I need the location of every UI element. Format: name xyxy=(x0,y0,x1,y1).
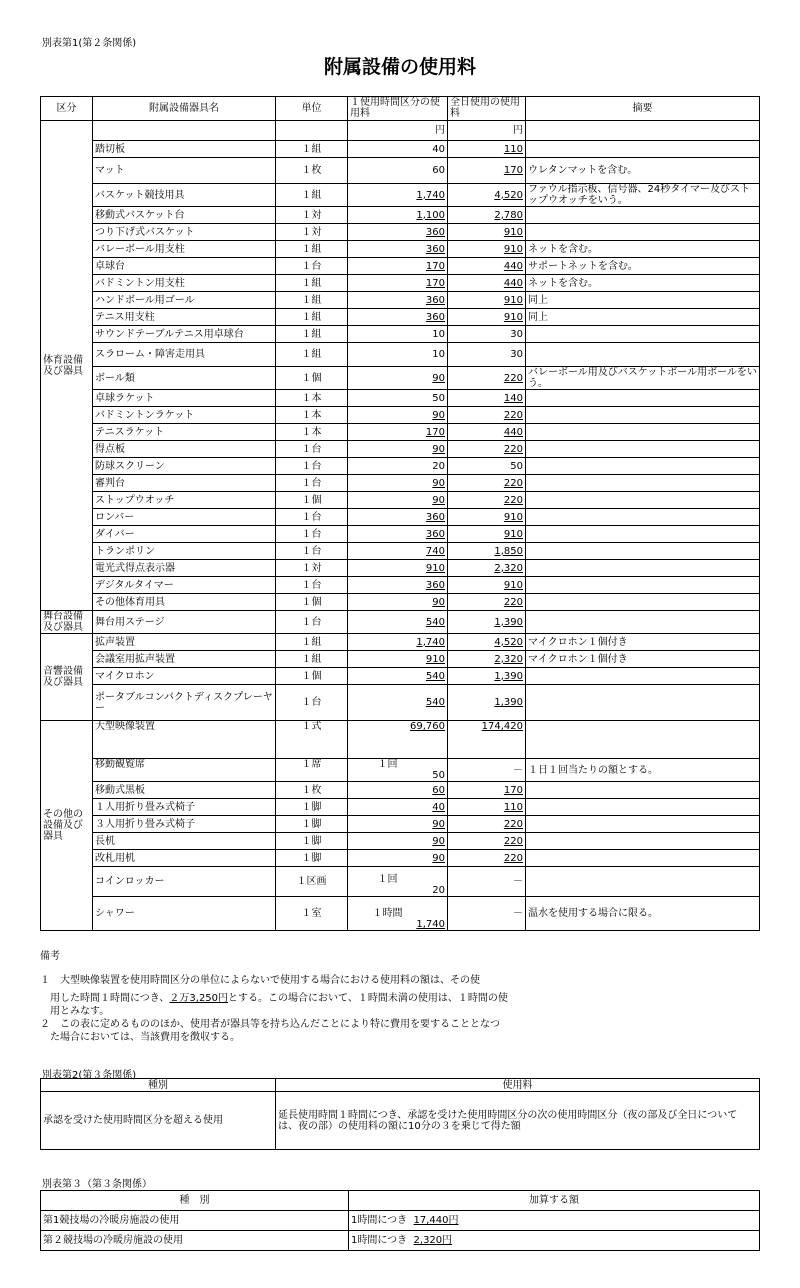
hourly-fee: 360 xyxy=(348,577,448,594)
unit: １脚 xyxy=(276,799,348,816)
remark-1-text-a: 用した時間１時間につき、 xyxy=(50,993,170,1004)
remarks-heading: 備考 xyxy=(40,951,60,962)
hourly-fee xyxy=(348,867,448,897)
unit: １組 xyxy=(276,326,348,343)
full-day-fee: 220 xyxy=(448,441,526,458)
unit: １台 xyxy=(276,475,348,492)
unit: １台 xyxy=(276,577,348,594)
hourly-fee-value: 50 xyxy=(432,770,445,781)
item-name: 防球スクリーン xyxy=(93,458,276,475)
item-name: ストップウオッチ xyxy=(93,492,276,509)
unit: １区画 xyxy=(276,867,348,897)
unit: １対 xyxy=(276,207,348,224)
surcharge-table xyxy=(40,1190,760,1251)
hourly-fee: 90 xyxy=(348,407,448,424)
item-name: １人用折り畳み式椅子 xyxy=(93,799,276,816)
summary: １日１回当たりの額とする。 xyxy=(526,759,760,782)
unit: １本 xyxy=(276,390,348,407)
unit: １台 xyxy=(276,526,348,543)
hourly-fee-prefix: １回 xyxy=(377,874,398,885)
hourly-fee: 360 xyxy=(348,526,448,543)
full-day-fee: 220 xyxy=(448,407,526,424)
summary: バレーボール用及びバスケットボール用ボールをいう。 xyxy=(526,367,760,390)
unit: １枚 xyxy=(276,782,348,799)
hourly-fee: 540 xyxy=(348,668,448,685)
unit: １脚 xyxy=(276,850,348,867)
full-day-fee: 220 xyxy=(448,594,526,611)
table-row xyxy=(41,759,760,782)
summary xyxy=(526,424,760,441)
unit: １組 xyxy=(276,241,348,258)
table-row xyxy=(41,326,760,343)
hourly-fee-prefix: １回 xyxy=(377,759,398,770)
unit xyxy=(276,121,348,141)
hourly-fee: 90 xyxy=(348,492,448,509)
table-row xyxy=(41,782,760,799)
item-name xyxy=(93,121,276,141)
summary xyxy=(526,867,760,897)
full-day-fee: 220 xyxy=(448,850,526,867)
item-name: デジタルタイマー xyxy=(93,577,276,594)
hourly-fee: 60 xyxy=(348,782,448,799)
table-row xyxy=(41,816,760,833)
unit: １台 xyxy=(276,458,348,475)
unit: １台 xyxy=(276,543,348,560)
summary xyxy=(526,850,760,867)
unit: １組 xyxy=(276,141,348,158)
remark-2-line-1: ２ この表に定めるもののほか、使用者が器具等を持ち込んだことにより特に費用を要することとなつ xyxy=(40,1019,500,1030)
item-name: ボール類 xyxy=(93,367,276,390)
hourly-fee: 90 xyxy=(348,594,448,611)
hourly-fee: 1,740 xyxy=(348,184,448,207)
summary xyxy=(526,326,760,343)
hourly-fee: 360 xyxy=(348,509,448,526)
col-header-full-day-fee: 全日使用の使用料 xyxy=(448,97,526,121)
unit: １本 xyxy=(276,424,348,441)
table3-prefix: 1時間につき xyxy=(351,1235,408,1246)
table-row xyxy=(41,685,760,721)
full-day-fee: 1,390 xyxy=(448,611,526,634)
summary xyxy=(526,543,760,560)
hourly-fee: 90 xyxy=(348,850,448,867)
summary xyxy=(526,224,760,241)
summary xyxy=(526,343,760,367)
item-name: バドミントン用支柱 xyxy=(93,275,276,292)
col-header-category: 区分 xyxy=(41,97,93,121)
summary xyxy=(526,121,760,141)
table3-kind: 第２競技場の冷暖房施設の使用 xyxy=(41,1231,349,1251)
full-day-fee: 170 xyxy=(448,782,526,799)
hourly-fee: 90 xyxy=(348,475,448,492)
summary xyxy=(526,816,760,833)
category-cell: 音響設備及び器具 xyxy=(41,634,93,721)
item-name: 得点板 xyxy=(93,441,276,458)
summary xyxy=(526,611,760,634)
item-name: マイクロホン xyxy=(93,668,276,685)
item-name: ハンドボール用ゴール xyxy=(93,292,276,309)
hourly-fee: 170 xyxy=(348,275,448,292)
item-name: 審判台 xyxy=(93,475,276,492)
table2-kind: 承認を受けた使用時間区分を超える使用 xyxy=(41,1092,276,1150)
unit: １台 xyxy=(276,509,348,526)
item-name: バスケット競技用具 xyxy=(93,184,276,207)
summary: ネットを含む。 xyxy=(526,241,760,258)
item-name: バレーボール用支柱 xyxy=(93,241,276,258)
unit: １式 xyxy=(276,721,348,759)
hourly-fee: 20 xyxy=(348,458,448,475)
unit: １組 xyxy=(276,634,348,651)
table-row xyxy=(41,651,760,668)
item-name: スラローム・障害走用具 xyxy=(93,343,276,367)
unit: １組 xyxy=(276,309,348,326)
item-name: 会議室用拡声装置 xyxy=(93,651,276,668)
unit: １室 xyxy=(276,897,348,931)
table-row xyxy=(41,611,760,634)
item-name: シャワー xyxy=(93,897,276,931)
remarks xyxy=(40,950,760,1044)
col-header-item-name: 附属設備器具名 xyxy=(93,97,276,121)
item-name: 舞台用ステージ xyxy=(93,611,276,634)
item-name: その他体育用具 xyxy=(93,594,276,611)
table-row xyxy=(41,441,760,458)
summary xyxy=(526,458,760,475)
full-day-fee: 220 xyxy=(448,492,526,509)
item-name: 拡声装置 xyxy=(93,634,276,651)
summary xyxy=(526,799,760,816)
remark-1-text-b: とする。この場合において、１時間未満の使用は、１時間の使 xyxy=(228,993,508,1004)
table-row xyxy=(41,184,760,207)
table-row xyxy=(41,241,760,258)
table-row xyxy=(41,424,760,441)
full-day-fee: 910 xyxy=(448,241,526,258)
category-cell: その他の設備及び器具 xyxy=(41,721,93,931)
unit: １組 xyxy=(276,275,348,292)
summary: 同上 xyxy=(526,292,760,309)
hourly-fee: 90 xyxy=(348,441,448,458)
unit: １対 xyxy=(276,224,348,241)
table2-fee: 延長使用時間１時間につき、承認を受けた使用時間区分の次の使用時間区分（夜の部及び全日については、夜の部）の使用料の額に10分の３を乗じて得た額 xyxy=(276,1092,760,1150)
unit: １枚 xyxy=(276,158,348,184)
table-row xyxy=(41,207,760,224)
summary xyxy=(526,509,760,526)
item-name: 踏切板 xyxy=(93,141,276,158)
unit: １台 xyxy=(276,611,348,634)
summary xyxy=(526,141,760,158)
item-name: ３人用折り畳み式椅子 xyxy=(93,816,276,833)
summary: 同上 xyxy=(526,309,760,326)
item-name: 長机 xyxy=(93,833,276,850)
full-day-fee: － xyxy=(448,897,526,931)
header-label: 別表第1(第２条関係) xyxy=(42,38,137,49)
item-name: テニスラケット xyxy=(93,424,276,441)
item-name: コインロッカー xyxy=(93,867,276,897)
summary: 温水を使用する場合に限る。 xyxy=(526,897,760,931)
category-cell: 体育設備及び器具 xyxy=(41,121,93,611)
table-row xyxy=(41,594,760,611)
unit: １組 xyxy=(276,343,348,367)
category-cell: 舞台設備及び器具 xyxy=(41,611,93,634)
unit: １組 xyxy=(276,651,348,668)
item-name: 大型映像装置 xyxy=(93,721,276,759)
hourly-fee-unit: 円 xyxy=(348,121,448,141)
hourly-fee: 69,760 xyxy=(348,721,448,759)
hourly-fee: 10 xyxy=(348,326,448,343)
summary xyxy=(526,668,760,685)
summary xyxy=(526,577,760,594)
hourly-fee: 60 xyxy=(348,158,448,184)
item-name: 電光式得点表示器 xyxy=(93,560,276,577)
full-day-fee: 220 xyxy=(448,833,526,850)
table3-label: 別表第３（第３条関係） xyxy=(42,1179,152,1190)
unit: １組 xyxy=(276,184,348,207)
item-name: 移動式バスケット台 xyxy=(93,207,276,224)
full-day-fee: 910 xyxy=(448,577,526,594)
full-day-fee: 440 xyxy=(448,275,526,292)
table2-label: 別表第2(第３条関係) xyxy=(42,1070,137,1081)
hourly-fee: 540 xyxy=(348,685,448,721)
fee-table xyxy=(40,96,760,931)
hourly-fee xyxy=(348,897,448,931)
remark-1-amount: ２万3,250円 xyxy=(169,993,229,1004)
col-header-hourly-fee: １使用時間区分の使用料 xyxy=(348,97,448,121)
hourly-fee: 10 xyxy=(348,343,448,367)
summary xyxy=(526,390,760,407)
table-row xyxy=(41,258,760,275)
item-name: ポータブルコンパクトディスクプレーヤー xyxy=(93,685,276,721)
table-row xyxy=(41,458,760,475)
hourly-fee: 40 xyxy=(348,799,448,816)
hourly-fee: 360 xyxy=(348,241,448,258)
hourly-fee: 90 xyxy=(348,833,448,850)
table-row xyxy=(41,799,760,816)
full-day-fee: 910 xyxy=(448,224,526,241)
item-name: 改札用机 xyxy=(93,850,276,867)
summary xyxy=(526,721,760,759)
summary xyxy=(526,560,760,577)
table-row xyxy=(41,475,760,492)
summary xyxy=(526,685,760,721)
summary xyxy=(526,526,760,543)
full-day-fee: 170 xyxy=(448,158,526,184)
hourly-fee: 90 xyxy=(348,367,448,390)
remark-1-line-1: １ 大型映像装置を使用時間区分の単位によらないで使用する場合における使用料の額は、その使 xyxy=(40,975,480,986)
table3-kind: 第1競技場の冷暖房施設の使用 xyxy=(41,1211,349,1231)
unit: １個 xyxy=(276,594,348,611)
table-row xyxy=(41,850,760,867)
item-name: マット xyxy=(93,158,276,184)
full-day-fee: 910 xyxy=(448,292,526,309)
full-day-fee: 440 xyxy=(448,424,526,441)
table3-header-add: 加算する額 xyxy=(349,1191,760,1211)
table2-header-kind: 種別 xyxy=(41,1079,276,1092)
full-day-fee: 30 xyxy=(448,326,526,343)
summary: ファウル指示板、信号器、24秒タイマー及びストップウオッチをいう。 xyxy=(526,184,760,207)
unit: １組 xyxy=(276,292,348,309)
full-day-fee: 1,850 xyxy=(448,543,526,560)
summary: マイクロホン１個付き xyxy=(526,634,760,651)
unit: １対 xyxy=(276,560,348,577)
unit: １個 xyxy=(276,492,348,509)
remark-1-line-2 xyxy=(40,992,760,1005)
full-day-fee: 110 xyxy=(448,141,526,158)
full-day-fee-unit: 円 xyxy=(448,121,526,141)
item-name: つり下げ式バスケット xyxy=(93,224,276,241)
table-row xyxy=(41,309,760,326)
full-day-fee: 2,780 xyxy=(448,207,526,224)
table-row xyxy=(41,577,760,594)
unit: １脚 xyxy=(276,816,348,833)
summary xyxy=(526,441,760,458)
item-name: テニス用支柱 xyxy=(93,309,276,326)
unit: １台 xyxy=(276,258,348,275)
table-row xyxy=(41,867,760,897)
table3-amount-cell xyxy=(349,1231,760,1251)
full-day-fee: 1,390 xyxy=(448,685,526,721)
item-name: 卓球台 xyxy=(93,258,276,275)
full-day-fee: 2,320 xyxy=(448,651,526,668)
table-row xyxy=(41,833,760,850)
full-day-fee: 4,520 xyxy=(448,184,526,207)
item-name: トランポリン xyxy=(93,543,276,560)
full-day-fee: 30 xyxy=(448,343,526,367)
full-day-fee: 220 xyxy=(448,816,526,833)
full-day-fee: 110 xyxy=(448,799,526,816)
hourly-fee: 360 xyxy=(348,224,448,241)
table3-prefix: 1時間につき xyxy=(351,1215,408,1226)
unit: １個 xyxy=(276,367,348,390)
hourly-fee-value: 20 xyxy=(432,885,445,896)
table-row xyxy=(41,721,760,759)
full-day-fee: 910 xyxy=(448,526,526,543)
full-day-fee: － xyxy=(448,867,526,897)
hourly-fee-value: 1,740 xyxy=(416,919,445,930)
table-row xyxy=(41,509,760,526)
hourly-fee: 360 xyxy=(348,292,448,309)
hourly-fee: 1,740 xyxy=(348,634,448,651)
full-day-fee: 174,420 xyxy=(448,721,526,759)
hourly-fee xyxy=(348,759,448,782)
item-name: サウンドテーブルテニス用卓球台 xyxy=(93,326,276,343)
unit: １脚 xyxy=(276,833,348,850)
table-row xyxy=(41,275,760,292)
table2-header-fee: 使用料 xyxy=(276,1079,760,1092)
item-name: 移動観覧席 xyxy=(93,759,276,782)
summary: マイクロホン１個付き xyxy=(526,651,760,668)
hourly-fee-prefix: １時間 xyxy=(372,908,403,919)
unit: １台 xyxy=(276,441,348,458)
table-row xyxy=(41,292,760,309)
unit: １個 xyxy=(276,668,348,685)
table-row xyxy=(41,343,760,367)
full-day-fee: 910 xyxy=(448,509,526,526)
table-row xyxy=(41,158,760,184)
hourly-fee: 910 xyxy=(348,651,448,668)
table3-header-kind: 種 別 xyxy=(41,1191,349,1211)
hourly-fee: 910 xyxy=(348,560,448,577)
hourly-fee: 740 xyxy=(348,543,448,560)
table-row xyxy=(41,390,760,407)
unit: １席 xyxy=(276,759,348,782)
item-name: バドミントンラケット xyxy=(93,407,276,424)
hourly-fee: 50 xyxy=(348,390,448,407)
summary xyxy=(526,833,760,850)
col-header-unit: 単位 xyxy=(276,97,348,121)
full-day-fee: 4,520 xyxy=(448,634,526,651)
extension-fee-table xyxy=(40,1078,760,1150)
summary xyxy=(526,407,760,424)
table-row xyxy=(41,543,760,560)
summary xyxy=(526,207,760,224)
hourly-fee: 360 xyxy=(348,309,448,326)
unit: １台 xyxy=(276,685,348,721)
hourly-fee: 90 xyxy=(348,816,448,833)
summary xyxy=(526,492,760,509)
full-day-fee: 910 xyxy=(448,309,526,326)
table-row xyxy=(41,668,760,685)
table-row xyxy=(41,897,760,931)
table-row xyxy=(41,367,760,390)
full-day-fee: 220 xyxy=(448,475,526,492)
summary xyxy=(526,782,760,799)
table-row xyxy=(41,560,760,577)
full-day-fee: － xyxy=(448,759,526,782)
table-row xyxy=(41,224,760,241)
item-name: ロンバー xyxy=(93,509,276,526)
summary: ウレタンマットを含む。 xyxy=(526,158,760,184)
table3-amount-cell xyxy=(349,1211,760,1231)
full-day-fee: 50 xyxy=(448,458,526,475)
hourly-fee: 540 xyxy=(348,611,448,634)
full-day-fee: 220 xyxy=(448,367,526,390)
item-name: ダイバー xyxy=(93,526,276,543)
table-row xyxy=(41,141,760,158)
full-day-fee: 2,320 xyxy=(448,560,526,577)
table-row xyxy=(41,526,760,543)
table-row xyxy=(41,634,760,651)
full-day-fee: 140 xyxy=(448,390,526,407)
item-name: 移動式黒板 xyxy=(93,782,276,799)
table-row xyxy=(41,407,760,424)
item-name: 卓球ラケット xyxy=(93,390,276,407)
unit: １本 xyxy=(276,407,348,424)
col-header-summary: 摘要 xyxy=(526,97,760,121)
table3-amount: 17,440円 xyxy=(413,1215,459,1226)
page-title: 附属設備の使用料 xyxy=(323,56,476,78)
full-day-fee: 440 xyxy=(448,258,526,275)
summary xyxy=(526,594,760,611)
hourly-fee: 170 xyxy=(348,258,448,275)
summary: サポートネットを含む。 xyxy=(526,258,760,275)
table3-amount: 2,320円 xyxy=(413,1235,453,1246)
full-day-fee: 1,390 xyxy=(448,668,526,685)
table-row xyxy=(41,492,760,509)
summary xyxy=(526,475,760,492)
hourly-fee: 1,100 xyxy=(348,207,448,224)
remark-2-line-2: た場合においては、当該費用を徴収する。 xyxy=(50,1032,240,1043)
hourly-fee: 40 xyxy=(348,141,448,158)
remark-1-line-3: 用とみなす。 xyxy=(50,1006,110,1017)
hourly-fee: 170 xyxy=(348,424,448,441)
summary: ネットを含む。 xyxy=(526,275,760,292)
